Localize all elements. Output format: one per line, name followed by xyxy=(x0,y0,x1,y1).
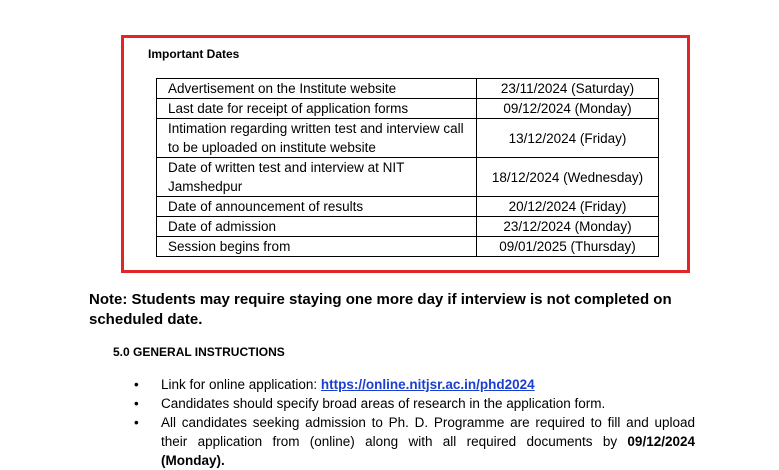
date-cell: 20/12/2024 (Friday) xyxy=(477,197,659,217)
bullet-icon: • xyxy=(134,415,139,430)
date-cell: 09/01/2025 (Thursday) xyxy=(477,237,659,257)
bullet-icon: • xyxy=(134,377,139,392)
table-row xyxy=(157,119,659,158)
list-item xyxy=(132,394,695,413)
event-cell: Intimation regarding written test and interview call to be uploaded on institute website xyxy=(157,119,477,158)
event-cell: Date of admission xyxy=(157,217,477,237)
instruction-text: Link for online application: xyxy=(161,377,321,392)
event-cell: Last date for receipt of application forms xyxy=(157,99,477,119)
list-item xyxy=(132,375,695,394)
general-instructions-heading: 5.0 GENERAL INSTRUCTIONS xyxy=(113,345,285,359)
date-cell: 09/12/2024 (Monday) xyxy=(477,99,659,119)
online-application-link[interactable]: https://online.nitjsr.ac.in/phd2024 xyxy=(320,377,535,392)
event-cell: Advertisement on the Institute website xyxy=(157,79,477,99)
event-cell: Session begins from xyxy=(157,237,477,257)
table-row xyxy=(157,99,659,119)
date-cell: 23/11/2024 (Saturday) xyxy=(477,79,659,99)
table-row xyxy=(157,79,659,99)
date-cell: 18/12/2024 (Wednesday) xyxy=(477,158,659,197)
interview-note: Note: Students may require staying one more day if interview is not completed on scheduled date. xyxy=(89,291,672,328)
instruction-text: Candidates should specify broad areas of research in the application form. xyxy=(161,396,606,411)
deadline-date: 09/12/2024 (Monday). xyxy=(161,434,695,468)
event-cell: Date of written test and interview at NIT Jamshedpur xyxy=(157,158,477,197)
date-cell: 13/12/2024 (Friday) xyxy=(477,119,659,158)
instructions-list xyxy=(132,375,695,470)
date-cell: 23/12/2024 (Monday) xyxy=(477,217,659,237)
table-row xyxy=(157,237,659,257)
table-row xyxy=(157,217,659,237)
table-row xyxy=(157,158,659,197)
bullet-icon: • xyxy=(134,396,139,411)
important-dates-table xyxy=(156,78,659,257)
event-cell: Date of announcement of results xyxy=(157,197,477,217)
important-dates-heading: Important Dates xyxy=(148,47,240,61)
table-row xyxy=(157,197,659,217)
list-item xyxy=(132,413,695,470)
instruction-text: All candidates seeking admission to Ph. D. Programme are required to fill and upload their application from (online) along with all required documents by xyxy=(161,415,695,449)
